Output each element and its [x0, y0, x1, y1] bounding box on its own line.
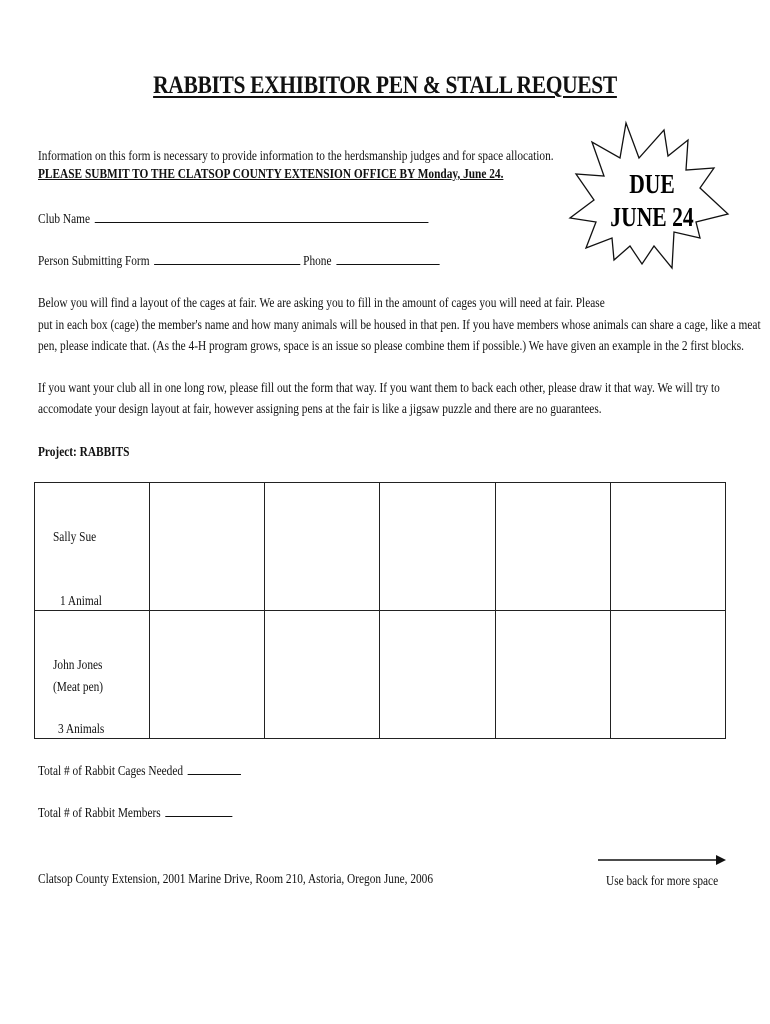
person-label: Person Submitting Form: [38, 253, 150, 268]
intro-text: Information on this form is necessary to provide information to the herdsmanship judges and for space allocation.: [38, 148, 554, 163]
instruction-p1-line1: Below you will find a layout of the cages at fair. We are asking you to fill in the amount of cages you will need at fair. Please: [38, 295, 605, 310]
total-members-row: [38, 805, 232, 821]
form-title: RABBITS EXHIBITOR PEN & STALL REQUEST: [153, 72, 617, 99]
cage-animal-count: 3 Animals: [58, 721, 105, 736]
cage-note: (Meat pen): [53, 679, 104, 694]
cage-cell[interactable]: [610, 611, 725, 739]
cage-cell[interactable]: [495, 611, 610, 739]
total-members-label: Total # of Rabbit Members: [38, 805, 161, 820]
person-row: [38, 253, 439, 269]
instruction-p2-line1: If you want your club all in one long row, please fill out the form that way. If you want them to back each other, please draw it that way. We will try to: [38, 380, 720, 395]
club-name-row: [38, 211, 428, 227]
total-cages-field[interactable]: [188, 763, 241, 775]
phone-field[interactable]: [336, 253, 439, 265]
cage-member-name: John Jones: [53, 657, 103, 672]
instruction-p1-line2: put in each box (cage) the member's name and how many animals will be housed in that pen. If you have members whose animals can share a cage, like a meat: [38, 317, 761, 332]
back-page-note: Use back for more space: [606, 873, 719, 888]
cage-cell[interactable]: [150, 483, 265, 611]
cage-animal-count: 1 Animal: [60, 593, 102, 608]
cage-cell[interactable]: [610, 483, 725, 611]
cage-row: [35, 483, 726, 611]
project-label: Project: RABBITS: [38, 444, 130, 459]
starburst-icon: [568, 118, 733, 278]
cage-cell[interactable]: [380, 611, 495, 739]
cage-layout-grid: [34, 482, 726, 739]
cage-member-name: Sally Sue: [53, 529, 97, 544]
cage-cell[interactable]: [495, 483, 610, 611]
footer-address: Clatsop County Extension, 2001 Marine Drive, Room 210, Astoria, Oregon June, 2006: [38, 871, 434, 886]
total-cages-row: [38, 763, 241, 779]
cage-cell[interactable]: [150, 611, 265, 739]
total-cages-label: Total # of Rabbit Cages Needed: [38, 763, 184, 778]
cage-row: [35, 611, 726, 739]
club-name-field[interactable]: [95, 211, 429, 223]
due-label: DUE: [629, 169, 675, 200]
instruction-p2-line2: accomodate your design layout at fair, however assigning pens at the fair is like a jigsaw puzzle and there are no guarantees.: [38, 401, 602, 416]
cage-cell[interactable]: [35, 611, 150, 739]
person-field[interactable]: [154, 253, 300, 265]
cage-cell[interactable]: [380, 483, 495, 611]
instruction-p1-line3: pen, please indicate that. (As the 4-H program grows, space is an issue so please combine them if possible.) We have given an example in the 2 first blocks.: [38, 338, 744, 353]
arrow-right-icon: [598, 852, 726, 868]
club-name-label: Club Name: [38, 211, 90, 226]
total-members-field[interactable]: [165, 805, 232, 817]
cage-cell[interactable]: [265, 483, 380, 611]
cage-cell[interactable]: [35, 483, 150, 611]
submission-instruction: PLEASE SUBMIT TO THE CLATSOP COUNTY EXTENSION OFFICE BY Monday, June 24.: [38, 166, 504, 181]
due-date-starburst: [568, 118, 733, 278]
due-date-label: JUNE 24: [610, 202, 694, 233]
phone-label: Phone: [303, 253, 332, 268]
cage-cell[interactable]: [265, 611, 380, 739]
